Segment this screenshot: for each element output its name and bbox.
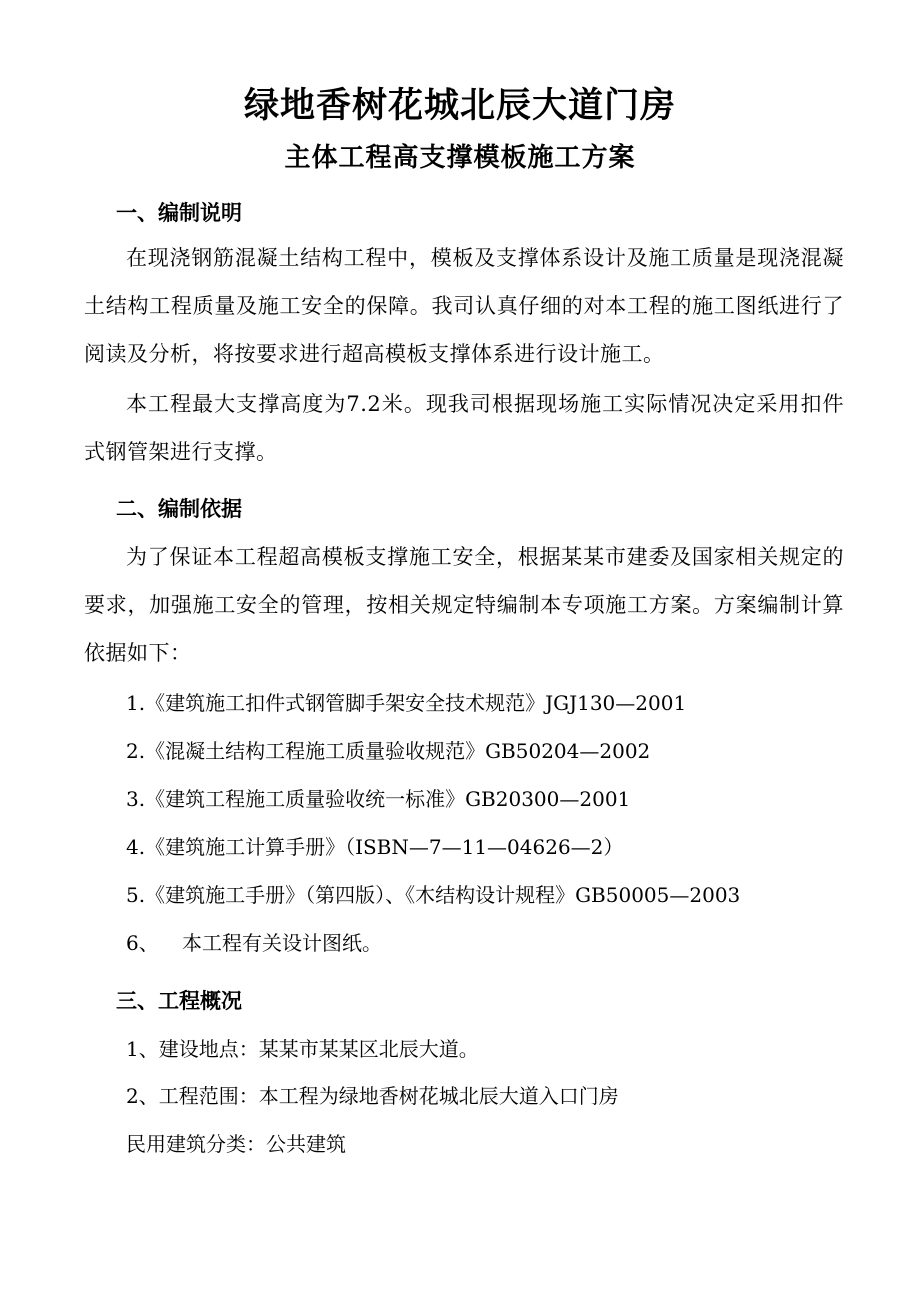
section-heading-2: 二、编制依据 [116,496,242,521]
overview-item-location: 1、建设地点：某某市某某区北辰大道。 [126,1037,479,1061]
reference-item-5: 5.《建筑施工手册》（第四版）、《木结构设计规程》GB50005—2003 [126,883,741,907]
document-title: 绿地香树花城北辰大道门房 [243,85,676,126]
section-heading-1: 一、编制说明 [116,200,242,225]
reference-item-6-number: 6、 [126,931,159,955]
reference-item-6-text: 本工程有关设计图纸。 [182,931,382,955]
document-subtitle: 主体工程高支撑模板施工方案 [284,143,636,173]
section-2-paragraph-1: 为了保证本工程超高模板支撑施工安全，根据某某市建委及国家相关规定的要求，加强施工安全的管理，按相关规定特编制本专项施工方案。方案编制计算依据如下： [84,545,844,665]
overview-item-scope: 2、工程范围：本工程为绿地香树花城北辰大道入口门房 [126,1084,619,1108]
reference-item-1: 1.《建筑施工扣件式钢管脚手架安全技术规范》JGJ130—2001 [126,691,687,715]
reference-item-2: 2.《混凝土结构工程施工质量验收规范》GB50204—2002 [126,739,651,763]
reference-item-3: 3.《建筑工程施工质量验收统一标准》GB20300—2001 [126,787,631,811]
overview-item-classification: 民用建筑分类：公共建筑 [126,1132,346,1156]
reference-item-6 [126,928,382,958]
section-1-paragraph-2: 本工程最大支撑高度为7.2米。现我司根据现场施工实际情况决定采用扣件式钢管架进行支撑。 [84,392,844,464]
section-heading-3: 三、工程概况 [116,988,242,1013]
section-1-paragraph-1: 在现浇钢筋混凝土结构工程中，模板及支撑体系设计及施工质量是现浇混凝土结构工程质量及施工安全的保障。我司认真仔细的对本工程的施工图纸进行了阅读及分析，将按要求进行超高模板支撑体系进行设计施工。 [84,246,844,366]
reference-item-4: 4.《建筑施工计算手册》（ISBN—7—11—04626—2） [126,835,624,859]
